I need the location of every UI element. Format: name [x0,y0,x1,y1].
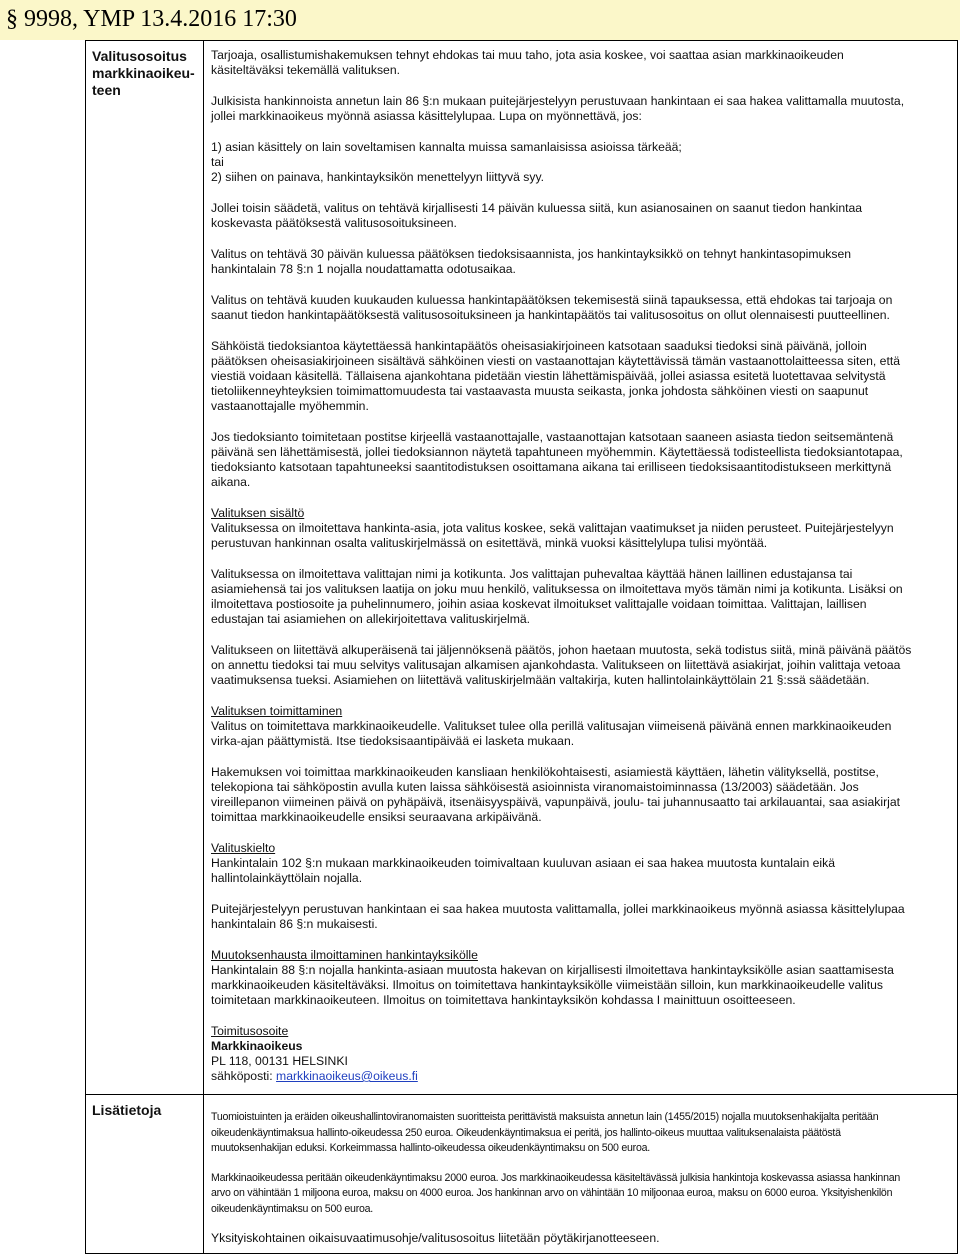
section-label-lisatietoja: Lisätietoja [92,1102,162,1118]
subheading-valituskielto: Valituskielto [211,841,276,855]
paragraph: Hakemuksen voi toimittaa markkinaoikeuden kansliaan henkilökohtaisesti, asiamiestä käyttäen, lähetin välityksellä, postitse, telekopiona tai sähköpostin avulla kuten laissa sähköisestä asioinnista viranomaistoiminnassa (13/2003) säädetään. Jos vireillepanon viimeinen päivä on pyhäpäivä, itsenäisyyspäivä, vapunpäivä, joulu- tai juhannusaatto tai arkilauantai, saa asiakirjat toimittaa markkinaoikeudelle ensiksi seuraavana arkipäivänä. [211,765,901,824]
paragraph: 1) asian käsittely on lain soveltamisen kannalta muissa samanlaisissa asioissa tärkeää; tai 2) siihen on painava, hankintayksikön menettelyyn liittyvä syy. [211,140,682,184]
email-label: sähköposti: [211,1069,273,1083]
subheading-valituksen-toimittaminen: Valituksen toimittaminen [211,704,343,718]
paragraph: Valitukseen on liitettävä alkuperäisenä tai jäljennöksenä päätös, johon haetaan muutosta, sekä todistus siitä, minä päivänä päätös on annettu tiedoksi tai muu selvitys valitusajan alkamisen ajankohdasta. Valitukseen on liitettävä asiakirjat, joihin valittaja vetoaa vaatimuksensa tueksi. Asiamiehen on liitettävä valituskirjelmään valtakirja, kuten hallintolainkäyttölain 21 §:ssä säädetään. [211,643,912,687]
paragraph: Valitus on toimitettava markkinaoikeudelle. Valitukset tulee olla perillä valitusajan viimeisenä päivänä ennen markkinaoikeuden virka-ajan päättymistä. Itse tiedoksisaantipäivää ei lasketa mukaan. [211,719,892,748]
paragraph: Markkinaoikeudessa peritään oikeudenkäyntimaksu 2000 euroa. Jos markkinaoikeudessa käsiteltävässä julkisia hankintoja koskevassa asiassa hankinnan arvo on vähintään 1 miljoona euroa, maksu on 4000 euroa. Jos hankinnan arvo on vähintään 10 miljoonaa euroa, maksu on 6000 euroa. Yksityishenkilön oikeudenkäyntimaksu on 500 euroa. [211,1171,900,1215]
paragraph: Hankintalain 88 §:n nojalla hankinta-asiaan muutosta hakevan on kirjallisesti ilmoitettava hankintayksikölle asian saattamisesta markkinaoikeuden käsiteltäväksi. Ilmoitus on toimitettava hankintayksikölle viimeistään silloin, kun markkinaoikeudelle valitus toimitetaan markkinaoikeuteen. Ilmoitus on toimitettava hankintayksikön kohdassa I mainittuun osoitteeseen. [211,963,894,1007]
closing-note: Yksityiskohtainen oikaisuvaatimusohje/valitusosoitus liitetään pöytäkirjanotteeseen. [211,1231,660,1245]
paragraph: Puitejärjestelyyn perustuvan hankintaan ei saa hakea muutosta valittamalla, jollei markkinaoikeus myönnä asiassa käsittelylupaa hankintalain 86 §:n mukaisesti. [211,902,905,931]
paragraph: Hankintalain 102 §:n mukaan markkinaoikeuden toimivaltaan kuuluvan asiaan ei saa hakea muutosta kuntalain eikä hallintolainkäyttölain nojalla. [211,856,835,885]
row-divider [85,1094,958,1095]
paragraph: Valituksessa on ilmoitettava hankinta-asia, jota valitus koskee, sekä valittajan vaatimukset ja niiden perusteet. Puitejärjestelyyn perustuvan hankinnan osalta valituskirjelmässä on esitettävä, minkä vuoksi käsittelylupa tulisi myöntää. [211,521,894,550]
paragraph: Sähköistä tiedoksiantoa käytettäessä hankintapäätös oheisasiakirjoineen katsotaan saaduksi tiedoksi sinä päivänä, jolloin päätöksen oheisasiakirjoineen sisältävä sähköinen viesti on vastaanottajan käytettävissä tämän vastaanottolaitteessa siten, että viestiä voidaan käsitellä. Tällaisena ajankohtana pidetään viestin lähettämispäivää, jollei asiassa esitetä luotettavaa selvitystä tietoliikenneyhteyksien toimimattomuudesta tai vastaavasta muusta seikasta, jonka johdosta sähköinen viesti on saapunut vastaanottajalle myöhemmin. [211,339,901,413]
subheading-muutoksenhausta: Muutoksenhausta ilmoittaminen hankintayksikölle [211,948,478,962]
paragraph: Valitus on tehtävä kuuden kuukauden kuluessa hankintapäätöksen tekemisestä siinä tapauksessa, että ehdokas tai tarjoaja on saanut tiedon hankintapäätöksestä valitusosoituksineen ja hankintapäätös tai valitusosoitus on ollut olennaisesti puutteellinen. [211,293,893,322]
address-name: Markkinaoikeus [211,1039,303,1053]
column-divider [203,40,204,1254]
paragraph: Valitus on tehtävä 30 päivän kuluessa päätöksen tiedoksisaannista, jos hankintayksikkö on tehnyt hankintasopimuksen hankintalain 78 §:n 1 nojalla noudattamatta odotusaikaa. [211,247,852,276]
paragraph: Valituksessa on ilmoitettava valittajan nimi ja kotikunta. Jos valittajan puhevaltaa käyttää hänen laillinen edustajansa tai asiamiehensä tai jos valituksen laatija on joku muu henkilö, valituksessa on ilmoitettava myös tämän nimi ja kotikunta. Lisäksi on ilmoitettava postiosoite ja puhelinnumero, joihin asiaa koskevat ilmoitukset valittajalle voidaan toimittaa. Valittajan, laillisen edustajan tai asiamiehen on allekirjoitettava valituskirjelmä. [211,567,903,626]
section-label-valitusosoitus: Valitusosoitus markkinaoikeu-teen [92,48,195,98]
appeal-instructions [211,48,915,1084]
address-street: PL 118, 00131 HELSINKI [211,1054,348,1068]
email-link[interactable]: markkinaoikeus@oikeus.fi [276,1069,418,1083]
paragraph: Tarjoaja, osallistumishakemuksen tehnyt ehdokas tai muu taho, jota asia koskee, voi saattaa asian markkinaoikeuden käsiteltäväksi tekemällä valituksen. [211,48,844,77]
paragraph: Jollei toisin säädetä, valitus on tehtävä kirjallisesti 14 päivän kuluessa siitä, kun asianosainen on saanut tiedon hankintaa koskevasta päätöksestä valitusosoituksineen. [211,201,863,230]
page-title: § 9998, YMP 13.4.2016 17:30 [6,6,297,32]
address-email-line [211,1069,915,1084]
additional-info [211,1110,921,1232]
paragraph: Julkisista hankinnoista annetun lain 86 §:n mukaan puitejärjestelyyn perustuvaan hankintaan ei saa hakea valittamalla muutosta, jollei markkinaoikeus myönnä asiassa käsittelylupaa. Lupa on myönnettävä, jos: [211,94,905,123]
subheading-toimitusosoite: Toimitusosoite [211,1024,289,1038]
paragraph: Tuomioistuinten ja eräiden oikeushallintoviranomaisten suoritteista perittävistä maksuista annetun lain (1455/2015) nojalla muutoksenhakijalta peritään oikeudenkäyntimaksua hallinto-oikeudessa 250 euroa. Oikeudenkäyntimaksua ei peritä, jos hallinto-oikeus muuttaa valituksenalaista päätöstä muutoksenhakijan eduksi. Korkeimmassa hallinto-oikeudessa oikeudenkäyntimaksu on 500 euroa. [211,1111,879,1155]
document-header [0,0,960,40]
subheading-valituksen-sisalto: Valituksen sisältö [211,506,305,520]
paragraph: Jos tiedoksianto toimitetaan postitse kirjeellä vastaanottajalle, vastaanottajan katsotaan saaneen asiasta tiedon seitsemäntenä päivänä sen lähettämisestä, jollei tiedoksiannon näytetä tapahtuneen myöhemmin. Käytettäessä todisteellista tiedoksiantotapaa, tiedoksianto katsotaan tapahtuneeksi saantitodistuksen osoittamana aikana tai erilliseen tiedoksisaantitodistukseen merkittynä aikana. [211,430,903,489]
